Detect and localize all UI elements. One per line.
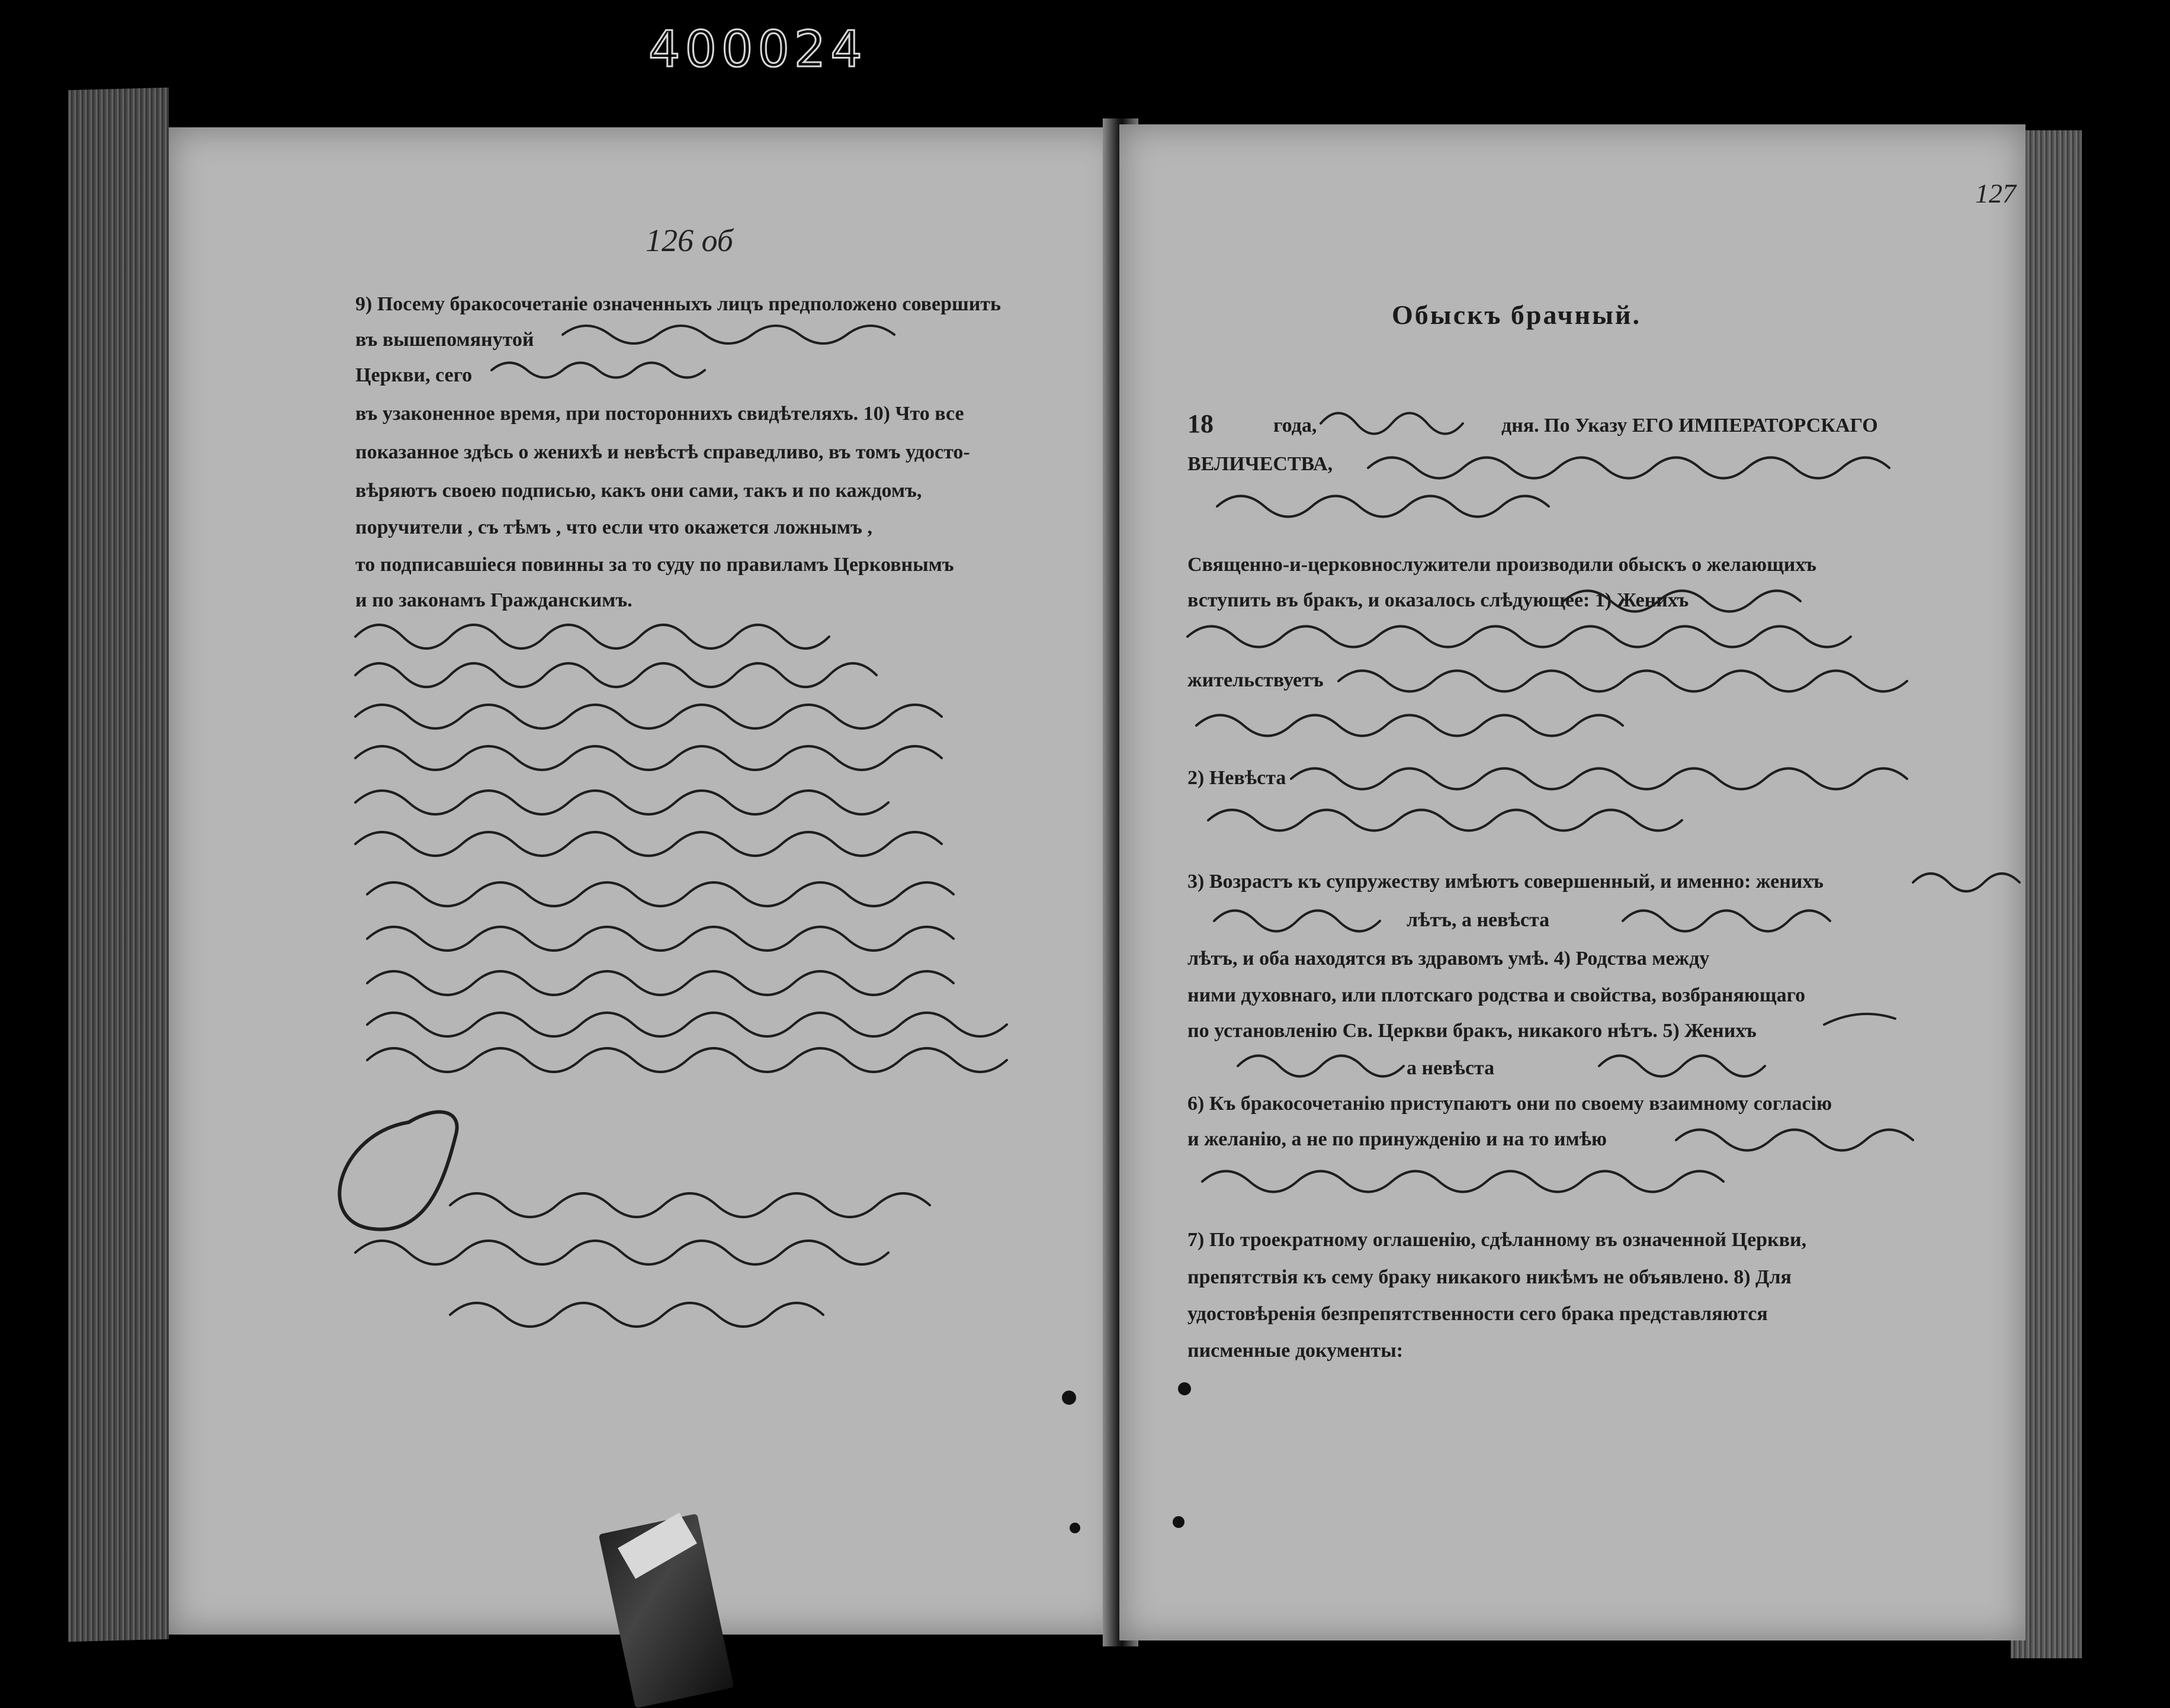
year-prefix: 18 <box>1187 409 1214 438</box>
left-line-2: въ вышепомянутой <box>355 329 534 351</box>
right-line-2: ВЕЛИЧЕСТВА, <box>1187 453 1333 475</box>
left-line-9: и по законамъ Гражданскимъ. <box>355 589 633 611</box>
right-line-4: вступить въ бракъ, и оказалось слѣдующее: 1) Женихъ <box>1187 589 1689 611</box>
right-line-16: препятствія къ сему браку никакого никѣмъ не объявлено. 8) Для <box>1187 1266 1792 1288</box>
right-line-5: жительствуетъ <box>1187 669 1324 691</box>
left-line-4: въ узаконенное время, при постороннихъ свидѣтеляхъ. 10) Что все <box>355 403 964 425</box>
left-folio: 126 об <box>646 223 733 258</box>
right-line-13: 6) Къ бракосочетанію приступаютъ они по своему взаимному согласію <box>1187 1093 1832 1115</box>
left-line-6: вѣряютъ своею подписью, какъ они сами, такъ и по каждомъ, <box>355 480 922 502</box>
right-folio: 127 <box>1975 178 2016 208</box>
right-line-8: лѣтъ, а невѣста <box>1407 909 1550 931</box>
right-line-15: 7) По троекратному оглашенію, сдѣланному въ означенной Церкви, <box>1187 1229 1807 1251</box>
left-line-8: то подписавшіеся повинны за то суду по правиламъ Церковнымъ <box>355 554 954 576</box>
right-line-11: по установленію Св. Церкви бракъ, никакого нѣтъ. 5) Женихъ <box>1187 1020 1757 1042</box>
right-line-9: лѣтъ, и оба находятся въ здравомъ умѣ. 4) Родства между <box>1187 948 1710 969</box>
right-line-17: удостовѣренія безпрепятственности сего брака представляются <box>1187 1303 1768 1325</box>
page-edges-left <box>68 88 169 1642</box>
left-page <box>169 127 1122 1635</box>
right-line-6: 2) Невѣста <box>1187 767 1286 789</box>
right-line-7: 3) Возрастъ къ супружеству имѣютъ совершенный, и именно: женихъ <box>1187 871 1824 892</box>
left-line-3: Церкви, сего <box>355 364 473 386</box>
right-line-10: ними духовнаго, или плотскаго родства и свойства, возбраняющаго <box>1187 984 1806 1006</box>
left-line-1: 9) Посему бракосочетаніе означенныхъ лицъ предположено совершить <box>355 293 1001 315</box>
frame-number: 400024 <box>649 20 867 78</box>
right-line-14: и желанію, а не по принужденію и на то имѣю <box>1187 1128 1607 1150</box>
right-line-1b: дня. По Указу ЕГО ИМПЕРАТОРСКАГО <box>1501 415 1878 436</box>
right-line-12: а невѣста <box>1407 1057 1495 1079</box>
left-line-5: показанное здѣсь о женихѣ и невѣстѣ справедливо, въ томъ удосто- <box>355 441 970 463</box>
record-title: Обыскъ брачный. <box>1392 300 1642 330</box>
right-line-18: писменные документы: <box>1187 1340 1404 1362</box>
left-line-7: поручители , съ тѣмъ , что если что окажется ложнымъ , <box>355 516 872 538</box>
right-line-3: Священно-и-церковнослужители производили обыскъ о желающихъ <box>1187 554 1816 576</box>
right-line-1a: года, <box>1273 415 1317 436</box>
